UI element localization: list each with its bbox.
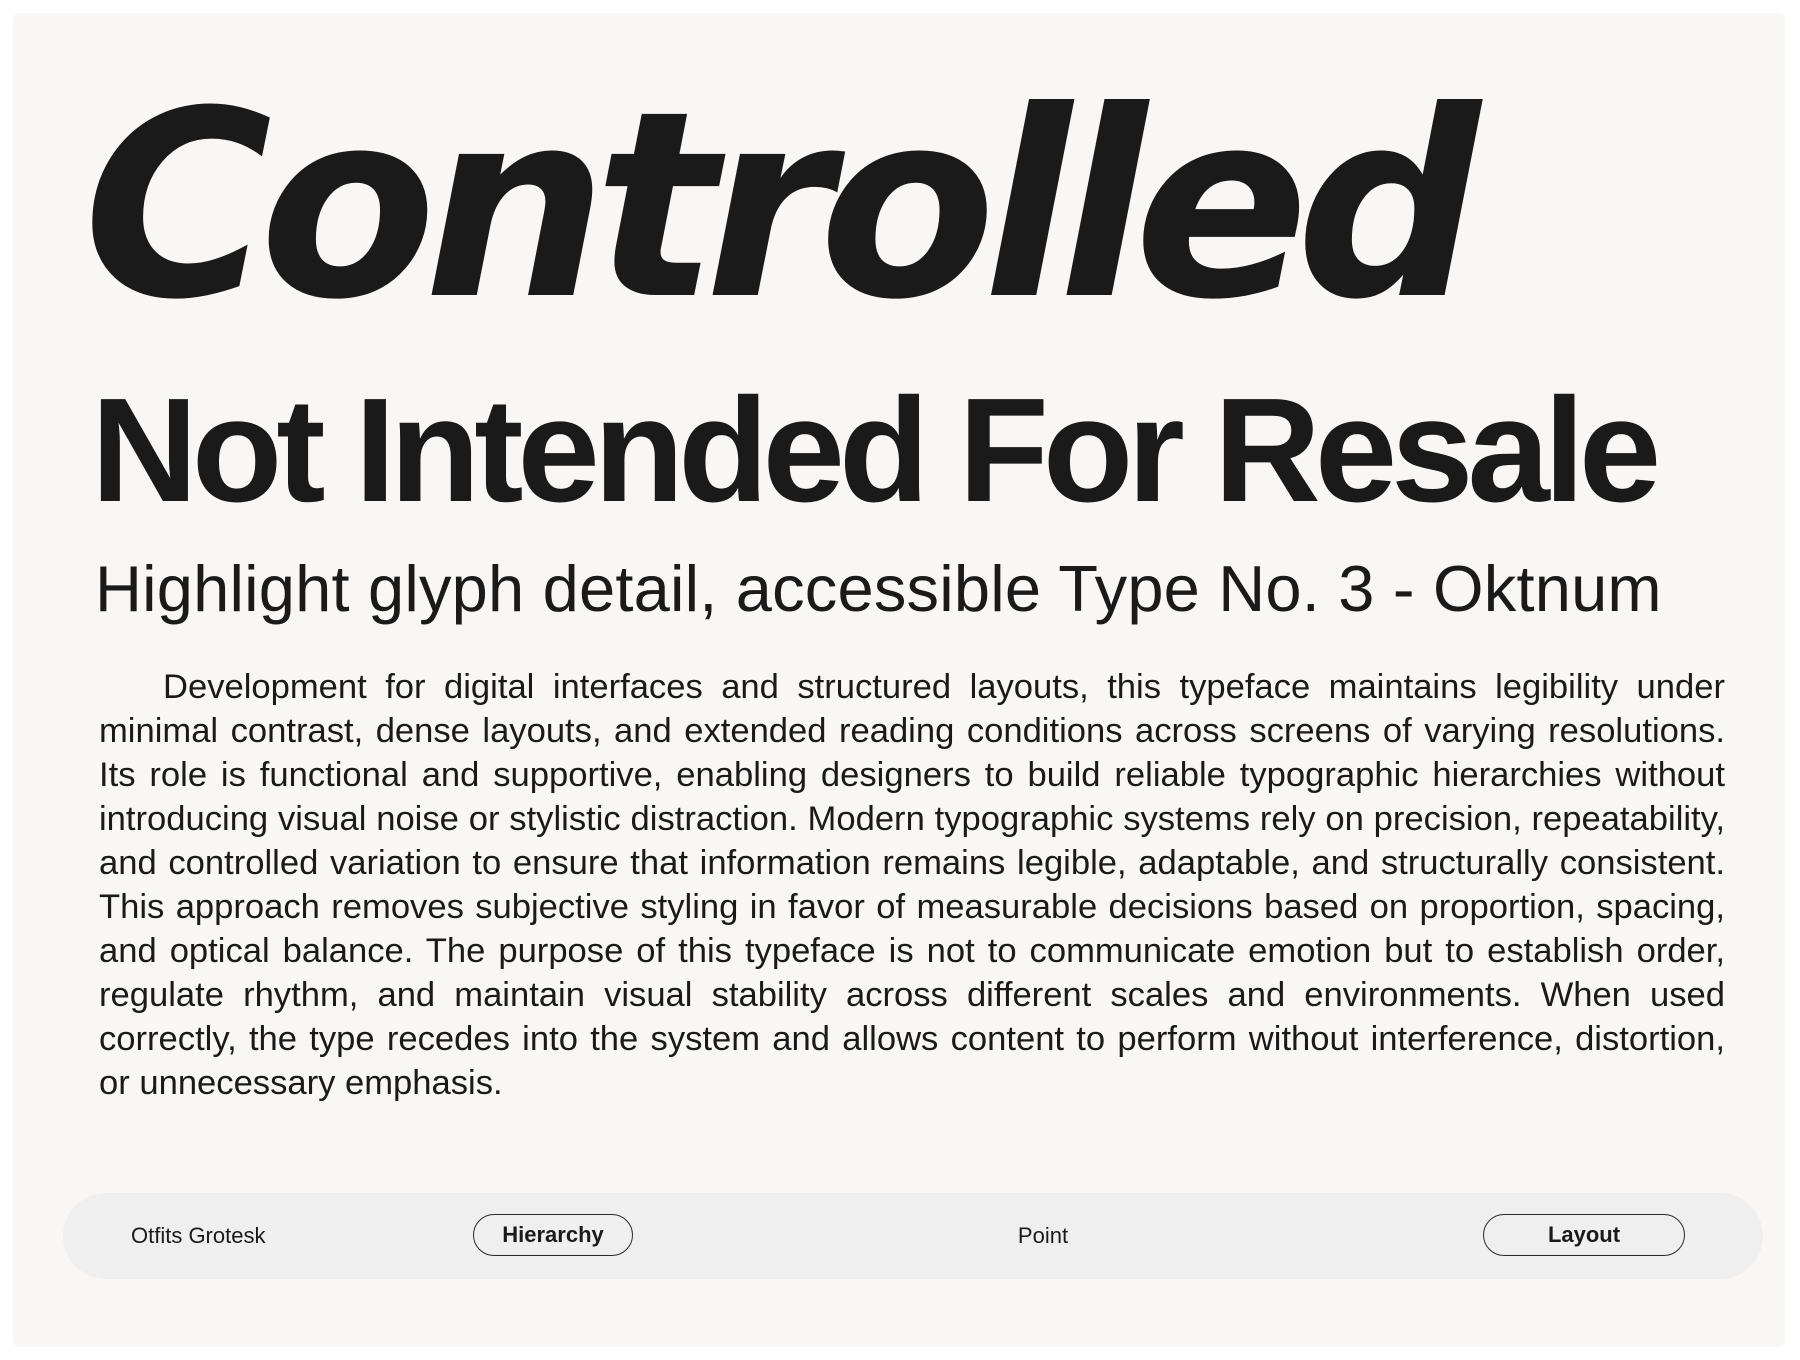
footer-bar bbox=[63, 1193, 1763, 1279]
point-label: Point bbox=[1017, 1223, 1069, 1248]
subhead: Not Intended For Resale bbox=[91, 368, 1656, 533]
font-name-label: Otfits Grotesk bbox=[131, 1223, 266, 1248]
layout-button[interactable]: Layout bbox=[1483, 1214, 1685, 1256]
headline: Controlled bbox=[83, 56, 1468, 356]
hierarchy-button[interactable]: Hierarchy bbox=[473, 1214, 633, 1256]
body-paragraph: Development for digital interfaces and structured layouts, this typeface maintains legibility under minimal contrast, dense layouts, and extended reading conditions across screens of varying resolutions. Its role is functional and supportive, enabling designers to build reliable typographic hierarchies without introducing visual noise or stylistic distraction. Modern typographic systems rely on precision, repeatability, and controlled variation to ensure that information remains legible, adaptable, and structurally consistent. This approach removes subjective styling in favor of measurable decisions based on proportion, spacing, and optical balance. The purpose of this typeface is not to communicate emotion but to establish order, regulate rhythm, and maintain visual stability across different scales and environments. When used correctly, the type recedes into the system and allows content to perform without interference, distortion, or unnecessary emphasis. bbox=[99, 668, 1725, 1102]
specimen-card bbox=[13, 13, 1785, 1347]
tagline: Highlight glyph detail, accessible Type No. 3 - Oktnum bbox=[95, 552, 1662, 625]
